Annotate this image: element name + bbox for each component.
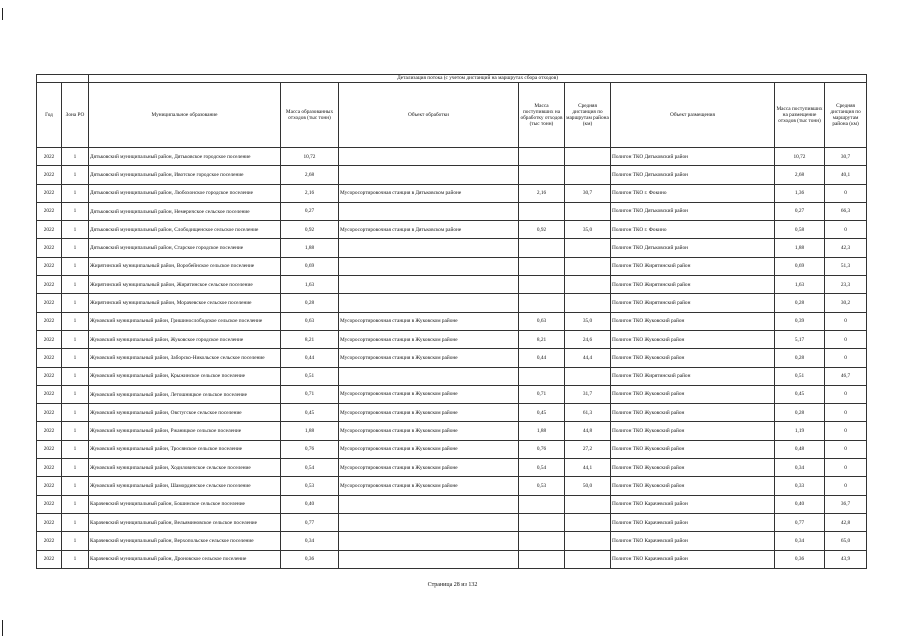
table-row	[37, 184, 867, 202]
cell-processing-object	[339, 367, 519, 385]
cell-mass-formed: 0,63	[281, 312, 339, 330]
cell-avg-distance-processing: 30,7	[565, 184, 611, 202]
header-avg-distance-placement: Средняя дистанция по маршрутам района (км)	[825, 83, 867, 148]
cell-placement-object: Полигон ТКО Жирятинский район	[611, 367, 775, 385]
cell-avg-distance-placement: 36,7	[825, 495, 867, 513]
cell-avg-distance-placement: 42,8	[825, 513, 867, 531]
cell-mass-formed: 0,54	[281, 459, 339, 477]
cell-municipality: Жуковский муниципальный район, Ходиловичское сельское поселение	[89, 459, 281, 477]
header-mass-to-processing: Масса поступивших на обработку отходов (тыс тонн)	[519, 83, 565, 148]
cell-mass-formed: 2,68	[281, 166, 339, 184]
cell-processing-object: Мусоросортировочная станция в Жуковском районе	[339, 330, 519, 348]
table-row	[37, 202, 867, 220]
cell-processing-object	[339, 513, 519, 531]
cell-placement-object: Полигон ТКО Жуковский район	[611, 312, 775, 330]
cell-placement-object: Полигон ТКО Карачевский район	[611, 532, 775, 550]
cell-mass-to-placement: 0,45	[775, 385, 825, 403]
cell-mass-to-placement: 0,39	[775, 312, 825, 330]
cell-avg-distance-processing: 31,7	[565, 385, 611, 403]
cell-mass-to-processing	[519, 294, 565, 312]
cell-processing-object: Мусоросортировочная станция в Жуковском районе	[339, 312, 519, 330]
table-row	[37, 312, 867, 330]
cell-avg-distance-placement: 30,7	[825, 148, 867, 166]
cell-year: 2022	[37, 367, 62, 385]
cell-processing-object: Мусоросортировочная станция в Дятьковском районе	[339, 221, 519, 239]
cell-zone: 1	[62, 477, 89, 495]
cell-mass-to-placement: 0,33	[775, 477, 825, 495]
cell-avg-distance-placement: 0	[825, 477, 867, 495]
cell-year: 2022	[37, 276, 62, 294]
cell-mass-formed: 0,92	[281, 221, 339, 239]
cell-zone: 1	[62, 330, 89, 348]
cell-year: 2022	[37, 221, 62, 239]
table-row	[37, 221, 867, 239]
cell-avg-distance-placement: 46,7	[825, 367, 867, 385]
cell-year: 2022	[37, 312, 62, 330]
cell-avg-distance-placement: 0	[825, 349, 867, 367]
cell-processing-object: Мусоросортировочная станция в Дятьковском районе	[339, 184, 519, 202]
cell-mass-to-processing: 0,54	[519, 459, 565, 477]
cell-municipality: Дятьковский муниципальный район, Старское городское поселение	[89, 239, 281, 257]
cell-municipality: Жуковский муниципальный район, Овстугское сельское поселение	[89, 404, 281, 422]
cell-avg-distance-placement: 65,0	[825, 532, 867, 550]
scan-edge-mark	[2, 8, 3, 20]
cell-avg-distance-processing: 27,2	[565, 440, 611, 458]
cell-mass-to-processing: 0,71	[519, 385, 565, 403]
cell-avg-distance-placement: 43,9	[825, 550, 867, 568]
cell-municipality: Карачевский муниципальный район, Дроновское сельское поселение	[89, 550, 281, 568]
cell-mass-to-processing: 2,16	[519, 184, 565, 202]
cell-avg-distance-processing	[565, 148, 611, 166]
cell-municipality: Жирятинский муниципальный район, Жирятинское сельское поселение	[89, 276, 281, 294]
waste-flow-table	[36, 74, 867, 569]
cell-avg-distance-placement: 40,1	[825, 166, 867, 184]
cell-municipality: Жуковский муниципальный район, Ржаницкое сельское поселение	[89, 422, 281, 440]
cell-processing-object	[339, 166, 519, 184]
cell-zone: 1	[62, 550, 89, 568]
table-row	[37, 440, 867, 458]
cell-mass-to-processing	[519, 532, 565, 550]
table-row	[37, 550, 867, 568]
table-row	[37, 294, 867, 312]
cell-mass-formed: 0,53	[281, 477, 339, 495]
cell-mass-formed: 0,40	[281, 495, 339, 513]
cell-avg-distance-processing: 44,1	[565, 459, 611, 477]
cell-mass-formed: 0,45	[281, 404, 339, 422]
cell-mass-to-processing	[519, 513, 565, 531]
cell-avg-distance-placement: 23,3	[825, 276, 867, 294]
cell-zone: 1	[62, 349, 89, 367]
cell-mass-to-placement: 0,58	[775, 221, 825, 239]
cell-avg-distance-processing: 35,0	[565, 312, 611, 330]
cell-mass-to-placement: 0,27	[775, 202, 825, 220]
cell-avg-distance-processing: 61,3	[565, 404, 611, 422]
cell-mass-formed: 0,36	[281, 550, 339, 568]
header-municipality: Муниципальное образование	[89, 83, 281, 148]
cell-mass-to-processing: 8,21	[519, 330, 565, 348]
cell-zone: 1	[62, 404, 89, 422]
cell-mass-to-processing	[519, 367, 565, 385]
cell-processing-object	[339, 532, 519, 550]
cell-municipality: Жуковский муниципальный район, Тросянское сельское поселение	[89, 440, 281, 458]
cell-year: 2022	[37, 459, 62, 477]
table-row	[37, 257, 867, 275]
cell-mass-to-processing	[519, 239, 565, 257]
cell-placement-object: Полигон ТКО Жирятинский район	[611, 294, 775, 312]
table-row	[37, 495, 867, 513]
cell-year: 2022	[37, 404, 62, 422]
cell-mass-formed: 0,77	[281, 513, 339, 531]
cell-zone: 1	[62, 294, 89, 312]
cell-municipality: Карачевский муниципальный район, Вельяминовское сельское поселение	[89, 513, 281, 531]
table-row	[37, 477, 867, 495]
cell-placement-object: Полигон ТКО Жуковский район	[611, 422, 775, 440]
header-processing-object: Объект обработки	[339, 83, 519, 148]
cell-avg-distance-processing	[565, 495, 611, 513]
cell-mass-to-processing: 0,53	[519, 477, 565, 495]
cell-year: 2022	[37, 184, 62, 202]
cell-avg-distance-processing: 24,6	[565, 330, 611, 348]
page-number: Страница 28 из 132	[427, 582, 478, 588]
header-placement-object: Объект размещения	[611, 83, 775, 148]
cell-processing-object	[339, 239, 519, 257]
cell-zone: 1	[62, 221, 89, 239]
cell-avg-distance-processing: 50,0	[565, 477, 611, 495]
cell-zone: 1	[62, 184, 89, 202]
cell-placement-object: Полигон ТКО Жуковский район	[611, 440, 775, 458]
table-row	[37, 276, 867, 294]
cell-year: 2022	[37, 257, 62, 275]
cell-placement-object: Полигон ТКО Дятьковский район	[611, 166, 775, 184]
cell-placement-object: Полигон ТКО г. Фокино	[611, 221, 775, 239]
cell-mass-to-placement: 0,28	[775, 349, 825, 367]
header-mass-formed: Масса образованных отходов (тыс тонн)	[281, 83, 339, 148]
cell-zone: 1	[62, 202, 89, 220]
table-row	[37, 367, 867, 385]
cell-placement-object: Полигон ТКО Жуковский район	[611, 349, 775, 367]
cell-mass-formed: 0,69	[281, 257, 339, 275]
table-row	[37, 349, 867, 367]
scan-edge-mark	[2, 620, 3, 636]
cell-avg-distance-processing	[565, 276, 611, 294]
cell-avg-distance-placement: 0	[825, 440, 867, 458]
cell-mass-to-placement: 10,72	[775, 148, 825, 166]
cell-placement-object: Полигон ТКО Жирятинский район	[611, 257, 775, 275]
cell-avg-distance-processing	[565, 239, 611, 257]
cell-mass-to-placement: 0,36	[775, 550, 825, 568]
cell-year: 2022	[37, 202, 62, 220]
table-row	[37, 532, 867, 550]
cell-placement-object: Полигон ТКО Жирятинский район	[611, 276, 775, 294]
cell-zone: 1	[62, 148, 89, 166]
cell-year: 2022	[37, 440, 62, 458]
cell-mass-to-processing	[519, 148, 565, 166]
cell-placement-object: Полигон ТКО Карачевский район	[611, 550, 775, 568]
header-year: Год	[37, 83, 62, 148]
cell-processing-object	[339, 294, 519, 312]
cell-placement-object: Полигон ТКО Жуковский район	[611, 404, 775, 422]
cell-zone: 1	[62, 495, 89, 513]
cell-municipality: Дятьковский муниципальный район, Немеричское сельское поселение	[89, 202, 281, 220]
cell-avg-distance-placement: 0	[825, 404, 867, 422]
cell-avg-distance-processing	[565, 257, 611, 275]
cell-avg-distance-placement: 0	[825, 221, 867, 239]
cell-municipality: Карачевский муниципальный район, Бошинское сельское поселение	[89, 495, 281, 513]
cell-mass-formed: 2,16	[281, 184, 339, 202]
cell-municipality: Жуковский муниципальный район, Шамординское сельское поселение	[89, 477, 281, 495]
header-zone: Зона РО	[62, 83, 89, 148]
cell-processing-object: Мусоросортировочная станция в Жуковском районе	[339, 440, 519, 458]
cell-mass-to-placement: 0,51	[775, 367, 825, 385]
cell-year: 2022	[37, 495, 62, 513]
cell-avg-distance-processing	[565, 294, 611, 312]
cell-year: 2022	[37, 330, 62, 348]
cell-avg-distance-processing	[565, 550, 611, 568]
cell-year: 2022	[37, 349, 62, 367]
cell-mass-to-processing: 0,63	[519, 312, 565, 330]
cell-mass-to-placement: 2,68	[775, 166, 825, 184]
cell-placement-object: Полигон ТКО Карачевский район	[611, 513, 775, 531]
cell-avg-distance-processing: 44,8	[565, 422, 611, 440]
cell-avg-distance-processing	[565, 367, 611, 385]
cell-mass-to-processing	[519, 495, 565, 513]
cell-placement-object: Полигон ТКО Жуковский район	[611, 477, 775, 495]
table-row	[37, 166, 867, 184]
header-mass-to-placement: Масса поступивших на размещение отходов (тыс тонн)	[775, 83, 825, 148]
cell-zone: 1	[62, 166, 89, 184]
cell-zone: 1	[62, 367, 89, 385]
cell-processing-object	[339, 276, 519, 294]
cell-avg-distance-placement: 30,2	[825, 294, 867, 312]
cell-municipality: Дятьковский муниципальный район, Ивотское городское поселение	[89, 166, 281, 184]
cell-year: 2022	[37, 239, 62, 257]
cell-mass-to-processing	[519, 202, 565, 220]
cell-mass-to-processing: 1,88	[519, 422, 565, 440]
table-row	[37, 330, 867, 348]
cell-avg-distance-processing	[565, 513, 611, 531]
cell-mass-to-placement: 0,28	[775, 294, 825, 312]
cell-placement-object: Полигон ТКО Жуковский район	[611, 330, 775, 348]
cell-avg-distance-processing: 44,4	[565, 349, 611, 367]
cell-year: 2022	[37, 513, 62, 531]
cell-processing-object: Мусоросортировочная станция в Жуковском районе	[339, 404, 519, 422]
cell-processing-object: Мусоросортировочная станция в Жуковском районе	[339, 477, 519, 495]
cell-mass-formed: 0,51	[281, 367, 339, 385]
cell-mass-to-processing	[519, 276, 565, 294]
cell-avg-distance-placement: 0	[825, 184, 867, 202]
cell-placement-object: Полигон ТКО Дятьковский район	[611, 202, 775, 220]
table-body	[37, 148, 867, 569]
cell-zone: 1	[62, 459, 89, 477]
cell-year: 2022	[37, 550, 62, 568]
table-row	[37, 239, 867, 257]
cell-zone: 1	[62, 422, 89, 440]
cell-year: 2022	[37, 166, 62, 184]
cell-municipality: Дятьковский муниципальный район, Слободищенское сельское поселение	[89, 221, 281, 239]
cell-mass-formed: 10,72	[281, 148, 339, 166]
cell-avg-distance-placement: 42,3	[825, 239, 867, 257]
table-row	[37, 459, 867, 477]
cell-mass-formed: 0,71	[281, 385, 339, 403]
cell-mass-to-processing	[519, 166, 565, 184]
cell-placement-object: Полигон ТКО Жуковский район	[611, 385, 775, 403]
cell-avg-distance-processing	[565, 532, 611, 550]
cell-mass-formed: 0,44	[281, 349, 339, 367]
cell-mass-to-processing: 0,92	[519, 221, 565, 239]
table-row	[37, 513, 867, 531]
cell-avg-distance-placement: 0	[825, 312, 867, 330]
cell-mass-to-processing: 0,44	[519, 349, 565, 367]
cell-zone: 1	[62, 532, 89, 550]
cell-mass-to-placement: 0,28	[775, 404, 825, 422]
cell-avg-distance-processing: 35,0	[565, 221, 611, 239]
table-caption: Детализация потока (с учетом дистанций на маршрутах сбора отходов)	[89, 75, 867, 83]
cell-mass-to-placement: 1,63	[775, 276, 825, 294]
cell-municipality: Дятьковский муниципальный район, Любохонское городское поселение	[89, 184, 281, 202]
cell-placement-object: Полигон ТКО Карачевский район	[611, 495, 775, 513]
cell-mass-formed: 1,63	[281, 276, 339, 294]
cell-processing-object	[339, 148, 519, 166]
cell-processing-object: Мусоросортировочная станция в Жуковском районе	[339, 349, 519, 367]
cell-processing-object	[339, 550, 519, 568]
cell-municipality: Жуковский муниципальный район, Заборско-Никольское сельское поселение	[89, 349, 281, 367]
cell-mass-to-placement: 0,48	[775, 440, 825, 458]
cell-municipality: Жуковский муниципальный район, Гришинослободское сельское поселение	[89, 312, 281, 330]
cell-mass-formed: 1,88	[281, 239, 339, 257]
cell-mass-to-placement: 0,34	[775, 532, 825, 550]
cell-avg-distance-placement: 0	[825, 459, 867, 477]
cell-processing-object	[339, 202, 519, 220]
cell-mass-to-processing	[519, 550, 565, 568]
cell-year: 2022	[37, 422, 62, 440]
cell-zone: 1	[62, 513, 89, 531]
cell-mass-to-placement: 0,40	[775, 495, 825, 513]
cell-mass-to-processing	[519, 257, 565, 275]
cell-mass-to-processing: 0,45	[519, 404, 565, 422]
cell-mass-formed: 0,27	[281, 202, 339, 220]
cell-mass-formed: 8,21	[281, 330, 339, 348]
cell-mass-formed: 0,34	[281, 532, 339, 550]
cell-mass-formed: 0,28	[281, 294, 339, 312]
cell-municipality: Жуковский муниципальный район, Летошницкое сельское поселение	[89, 385, 281, 403]
cell-mass-to-placement: 0,69	[775, 257, 825, 275]
cell-mass-to-placement: 1,19	[775, 422, 825, 440]
cell-mass-to-placement: 0,77	[775, 513, 825, 531]
cell-avg-distance-processing	[565, 202, 611, 220]
cell-zone: 1	[62, 276, 89, 294]
header-avg-distance-processing: Средняя дистанция по маршрутам района (км)	[565, 83, 611, 148]
cell-mass-formed: 0,76	[281, 440, 339, 458]
cell-processing-object: Мусоросортировочная станция в Жуковском районе	[339, 422, 519, 440]
cell-mass-to-placement: 1,88	[775, 239, 825, 257]
cell-mass-to-placement: 1,36	[775, 184, 825, 202]
cell-municipality: Жирятинский муниципальный район, Воробейнское сельское поселение	[89, 257, 281, 275]
cell-mass-to-processing: 0,76	[519, 440, 565, 458]
cell-avg-distance-placement: 0	[825, 422, 867, 440]
table-row	[37, 422, 867, 440]
cell-mass-to-placement: 0,34	[775, 459, 825, 477]
cell-municipality: Карачевский муниципальный район, Верхопольское сельское поселение	[89, 532, 281, 550]
cell-mass-to-placement: 5,17	[775, 330, 825, 348]
cell-municipality: Жирятинский муниципальный район, Морачевское сельское поселение	[89, 294, 281, 312]
cell-year: 2022	[37, 148, 62, 166]
cell-zone: 1	[62, 385, 89, 403]
cell-avg-distance-processing	[565, 166, 611, 184]
table-row	[37, 148, 867, 166]
cell-mass-formed: 1,88	[281, 422, 339, 440]
table-row	[37, 385, 867, 403]
cell-avg-distance-placement: 0	[825, 385, 867, 403]
cell-processing-object: Мусоросортировочная станция в Жуковском районе	[339, 385, 519, 403]
cell-zone: 1	[62, 239, 89, 257]
table-row	[37, 404, 867, 422]
cell-processing-object: Мусоросортировочная станция в Жуковском районе	[339, 459, 519, 477]
cell-municipality: Дятьковский муниципальный район, Дятьковское городское поселение	[89, 148, 281, 166]
cell-year: 2022	[37, 385, 62, 403]
cell-placement-object: Полигон ТКО Дятьковский район	[611, 148, 775, 166]
cell-zone: 1	[62, 312, 89, 330]
cell-processing-object	[339, 495, 519, 513]
cell-avg-distance-placement: 0	[825, 330, 867, 348]
cell-zone: 1	[62, 257, 89, 275]
cell-municipality: Жуковский муниципальный район, Жуковское городское поселение	[89, 330, 281, 348]
cell-year: 2022	[37, 477, 62, 495]
cell-municipality: Жуковский муниципальный район, Крыжинское сельское поселение	[89, 367, 281, 385]
cell-placement-object: Полигон ТКО Жуковский район	[611, 459, 775, 477]
cell-placement-object: Полигон ТКО г. Фокино	[611, 184, 775, 202]
cell-year: 2022	[37, 294, 62, 312]
cell-processing-object	[339, 257, 519, 275]
caption-spacer	[37, 75, 89, 83]
cell-year: 2022	[37, 532, 62, 550]
cell-zone: 1	[62, 440, 89, 458]
cell-avg-distance-placement: 51,3	[825, 257, 867, 275]
cell-placement-object: Полигон ТКО Дятьковский район	[611, 239, 775, 257]
cell-avg-distance-placement: 66,3	[825, 202, 867, 220]
